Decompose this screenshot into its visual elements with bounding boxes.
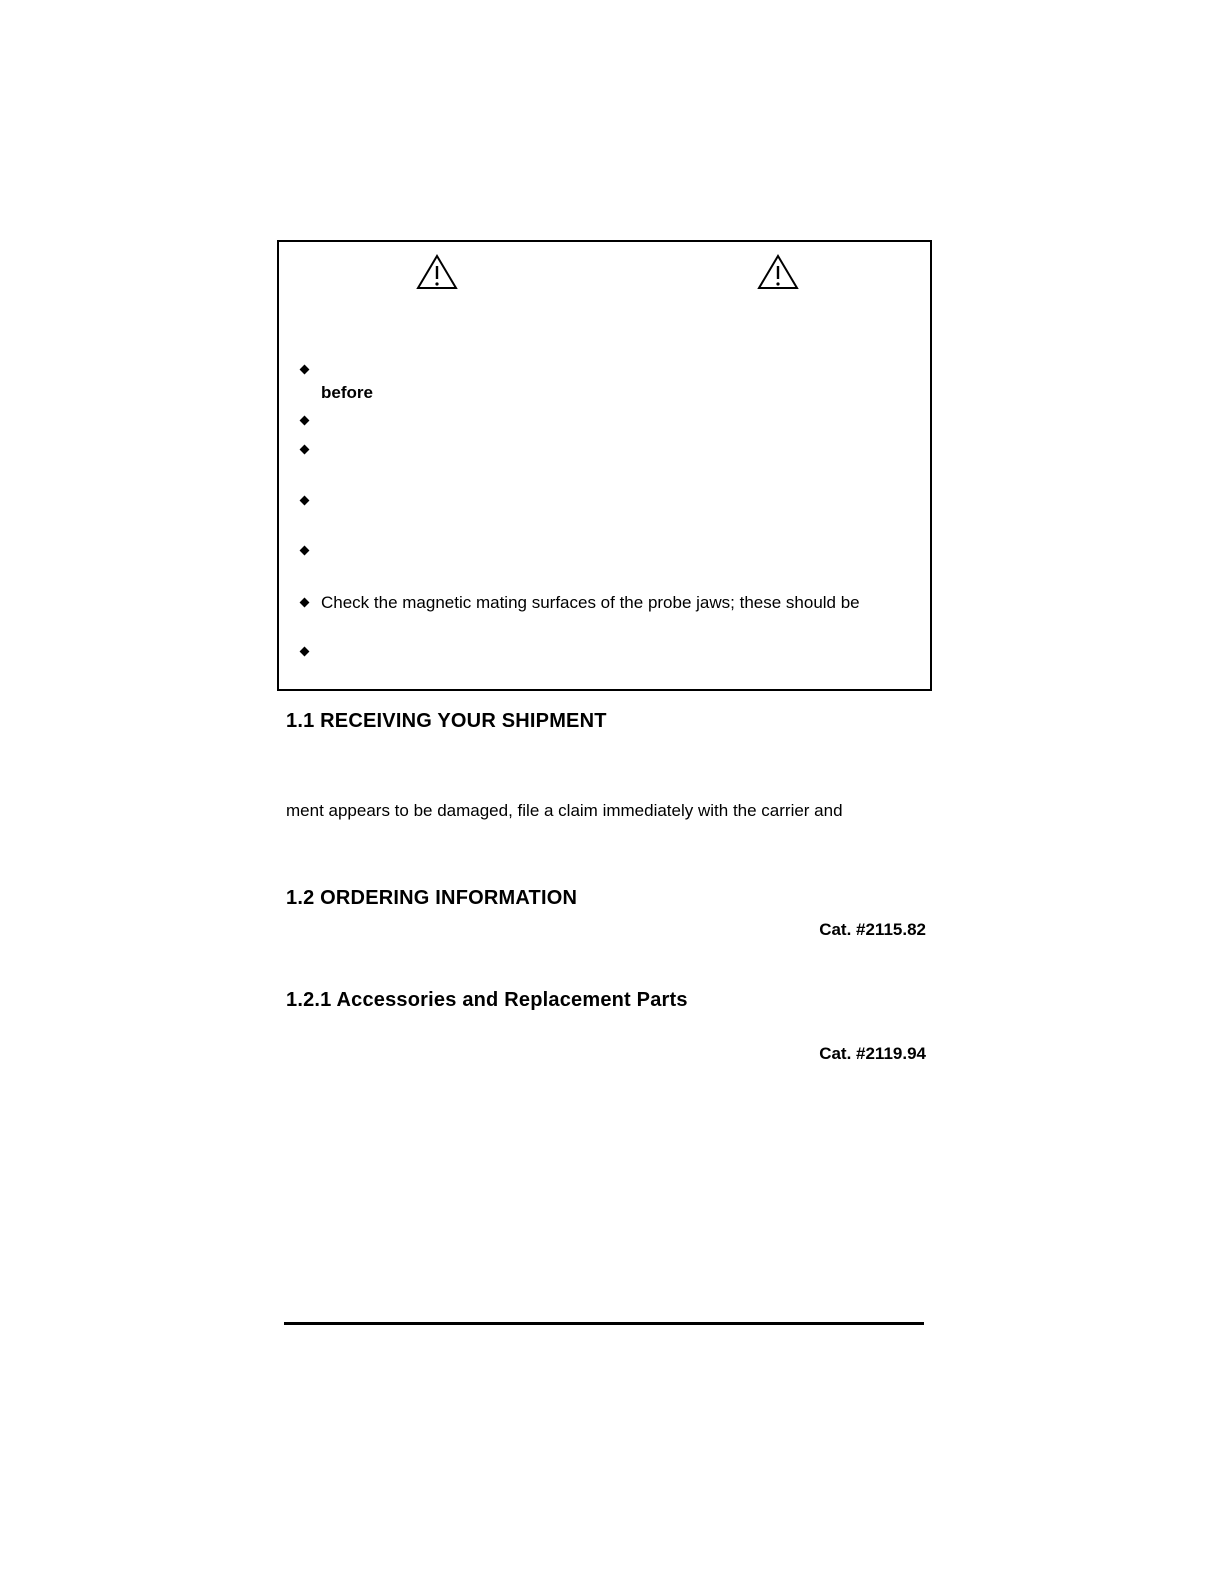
bullet-icon bbox=[300, 496, 310, 506]
bullet-icon bbox=[300, 598, 310, 608]
section-1-1-body-line: ment appears to be damaged, file a claim immediately with the carrier and bbox=[286, 801, 843, 820]
section-1-2-heading: 1.2 ORDERING INFORMATION bbox=[286, 887, 578, 909]
footer-rule bbox=[284, 1322, 924, 1325]
warning-triangle-icon bbox=[757, 254, 799, 290]
bullet-icon bbox=[300, 416, 310, 426]
bullet-icon bbox=[300, 365, 310, 375]
catalog-number: Cat. #2119.94 bbox=[819, 1044, 926, 1063]
bullet-icon bbox=[300, 647, 310, 657]
bullet-icon bbox=[300, 445, 310, 455]
section-1-2-1-heading: 1.2.1 Accessories and Replacement Parts bbox=[286, 989, 688, 1011]
bullet-icon bbox=[300, 546, 310, 556]
warning-box bbox=[277, 240, 932, 691]
section-1-1-heading: 1.1 RECEIVING YOUR SHIPMENT bbox=[286, 710, 607, 732]
bullet-1-continuation: before bbox=[321, 383, 373, 402]
warning-triangle-icon bbox=[416, 254, 458, 290]
catalog-number: Cat. #2115.82 bbox=[819, 920, 926, 939]
bullet-6-text: Check the magnetic mating surfaces of the probe jaws; these should be bbox=[321, 593, 860, 612]
